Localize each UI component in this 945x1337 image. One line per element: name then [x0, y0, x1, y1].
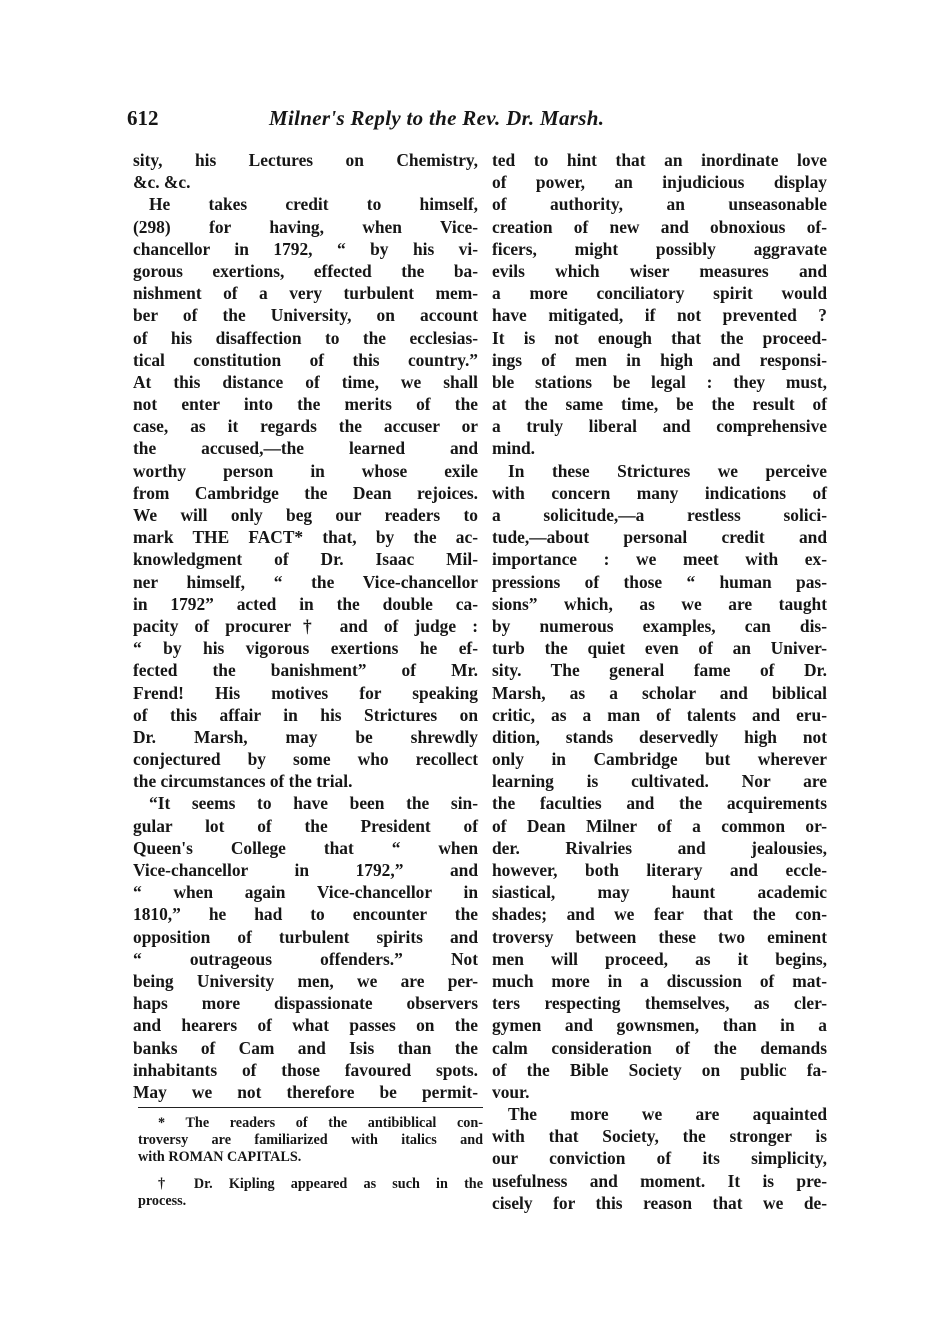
text-line: ber of the University, on account	[133, 305, 478, 326]
text-line: shades; and we fear that the con-	[492, 904, 827, 925]
text-line: case, as it regards the accuser or	[133, 416, 478, 437]
text-line: in 1792” acted in the double ca-	[133, 593, 478, 614]
text-line: of power, an injudicious display	[492, 172, 827, 193]
text-line: of this affair in his Strictures on	[133, 704, 478, 725]
page-number: 612	[127, 106, 159, 130]
text-line: &c. &c.	[133, 172, 191, 193]
text-line: usefulness and moment. It is pre-	[492, 1170, 827, 1191]
text-line: “ when again Vice-chancellor in	[133, 882, 478, 903]
text-line: learning is cultivated. Nor are	[492, 771, 827, 792]
text-line: tical constitution of this country.”	[133, 349, 478, 370]
text-line: only in Cambridge but wherever	[492, 749, 827, 770]
text-line: inhabitants of those favoured spots.	[133, 1059, 478, 1080]
text-line: troversy between these two eminent	[492, 926, 827, 947]
text-line: of his disaffection to the ecclesias-	[133, 327, 478, 348]
text-line: ted to hint that an inordinate love	[492, 150, 827, 170]
running-header	[127, 106, 827, 136]
text-line: siastical, may haunt academic	[492, 882, 827, 903]
text-line: ings of men in high and responsi-	[492, 349, 827, 370]
text-line: process.	[138, 1193, 187, 1209]
text-line: At this distance of time, we shall	[133, 371, 478, 392]
text-line: mark THE FACT* that, by the ac-	[133, 527, 478, 548]
text-line: have mitigated, if not prevented ?	[492, 305, 827, 326]
text-line: banks of Cam and Isis than the	[133, 1037, 478, 1058]
text-line: with that Society, the stronger is	[492, 1126, 827, 1147]
text-line: gorous exertions, effected the ba-	[133, 260, 478, 281]
text-line: and hearers of what passes on the	[133, 1015, 478, 1036]
text-line: by numerous examples, can dis-	[492, 615, 827, 636]
text-line: critic, as a man of talents and eru-	[492, 704, 827, 725]
text-line: “ by his vigorous exertions he ef-	[133, 638, 478, 659]
text-line: however, both literary and eccle-	[492, 860, 827, 880]
text-line: importance : we meet with ex-	[492, 549, 827, 570]
text-line: 1810,” he had to encounter the	[133, 904, 478, 925]
text-line: “ outrageous offenders.” Not	[133, 948, 478, 969]
text-line: from Cambridge the Dean rejoices.	[133, 482, 478, 503]
text-line: ble stations be legal : they must,	[492, 371, 827, 392]
text-line: He takes credit to himself,	[149, 194, 478, 215]
footnote-gap	[138, 1166, 483, 1176]
text-line: Marsh, as a scholar and biblical	[492, 682, 827, 703]
footnotes	[138, 1115, 483, 1210]
text-line: vour.	[492, 1081, 530, 1102]
text-line: gymen and gownsmen, than in a	[492, 1015, 827, 1036]
text-line: ficers, might possibly aggravate	[492, 238, 827, 259]
text-line: We will only beg our readers to	[133, 505, 478, 525]
text-line: haps more dispassionate observers	[133, 993, 478, 1014]
text-line: fected the banishment” of Mr.	[133, 660, 478, 681]
text-line: cisely for this reason that we de-	[492, 1192, 827, 1213]
text-line: creation of new and obnoxious of-	[492, 216, 827, 237]
text-line: being University men, we are per-	[133, 970, 478, 991]
text-line: ters respecting themselves, as cler-	[492, 993, 827, 1014]
text-line: calm consideration of the demands	[492, 1037, 827, 1058]
text-line: of Dean Milner of a common or-	[492, 815, 827, 836]
text-line: evils which wiser measures and	[492, 260, 827, 281]
text-line: not enter into the merits of the	[133, 394, 478, 415]
text-line: of the Bible Society on public fa-	[492, 1059, 827, 1080]
text-line: our conviction of its simplicity,	[492, 1148, 827, 1169]
text-line: a more conciliatory spirit would	[492, 283, 827, 304]
text-line: pacity of procurer† and of judge :	[133, 615, 478, 636]
text-line: with concern many indications of	[492, 482, 827, 503]
text-line: pressions of those “ human pas-	[492, 571, 827, 592]
text-line: Vice-chancellor in 1792,” and	[133, 860, 478, 880]
text-line: May we not therefore be permit-	[133, 1081, 478, 1102]
text-line: much more in a discussion of mat-	[492, 970, 827, 991]
text-line: sions” which, as we are taught	[492, 593, 827, 614]
text-line: dition, stands deservedly high not	[492, 726, 827, 747]
text-line: of authority, an unseasonable	[492, 194, 827, 215]
text-line: gular lot of the President of	[133, 815, 478, 836]
left-column	[133, 149, 478, 1103]
text-line: † Dr. Kipling appeared as such in the	[158, 1176, 483, 1192]
footnote	[138, 1115, 483, 1166]
running-title: Milner's Reply to the Rev. Dr. Marsh.	[269, 106, 605, 130]
text-line: the accused,—the learned and	[133, 438, 478, 459]
text-line: knowledgment of Dr. Isaac Mil-	[133, 549, 478, 570]
text-line: It is not enough that the proceed-	[492, 327, 827, 348]
text-line: nishment of a very turbulent mem-	[133, 283, 478, 304]
text-line: men will proceed, as it begins,	[492, 948, 827, 969]
right-column	[492, 149, 827, 1214]
text-line: sity, his Lectures on Chemistry,	[133, 150, 478, 170]
text-line: a solicitude,—a restless solici-	[492, 505, 827, 525]
text-line: with ROMAN CAPITALS.	[138, 1149, 302, 1165]
footnote	[138, 1176, 483, 1210]
text-line: a truly liberal and comprehensive	[492, 416, 827, 437]
text-line: opposition of turbulent spirits and	[133, 926, 478, 947]
text-line: mind.	[492, 438, 536, 459]
text-line: turb the quiet even of an Univer-	[492, 638, 827, 659]
text-line: worthy person in whose exile	[133, 460, 478, 481]
text-line: the faculties and the acquirements	[492, 793, 827, 814]
text-line: * The readers of the antibiblical con-	[158, 1115, 483, 1131]
text-line: troversy are familiarized with italics and	[138, 1132, 483, 1148]
text-line: conjectured by some who recollect	[133, 749, 478, 770]
text-line: (298) for having, when Vice-	[133, 216, 478, 237]
text-line: at the same time, be the result of	[492, 394, 827, 415]
text-line: the circumstances of the trial.	[133, 771, 353, 792]
text-line: The more we are aquainted	[508, 1104, 827, 1125]
text-line: In these Strictures we perceive	[508, 460, 827, 481]
text-line: Dr. Marsh, may be shrewdly	[133, 726, 478, 747]
text-line: Frend! His motives for speaking	[133, 682, 478, 703]
text-line: der. Rivalries and jealousies,	[492, 837, 827, 858]
text-line: Queen's College that “ when	[133, 837, 478, 858]
footnote-rule	[138, 1107, 483, 1108]
text-line: “It seems to have been the sin-	[149, 793, 478, 814]
text-line: ner himself, “ the Vice-chancellor	[133, 571, 478, 592]
text-line: sity. The general fame of Dr.	[492, 660, 827, 681]
text-line: chancellor in 1792, “ by his vi-	[133, 238, 478, 259]
text-line: tude,—about personal credit and	[492, 527, 827, 548]
